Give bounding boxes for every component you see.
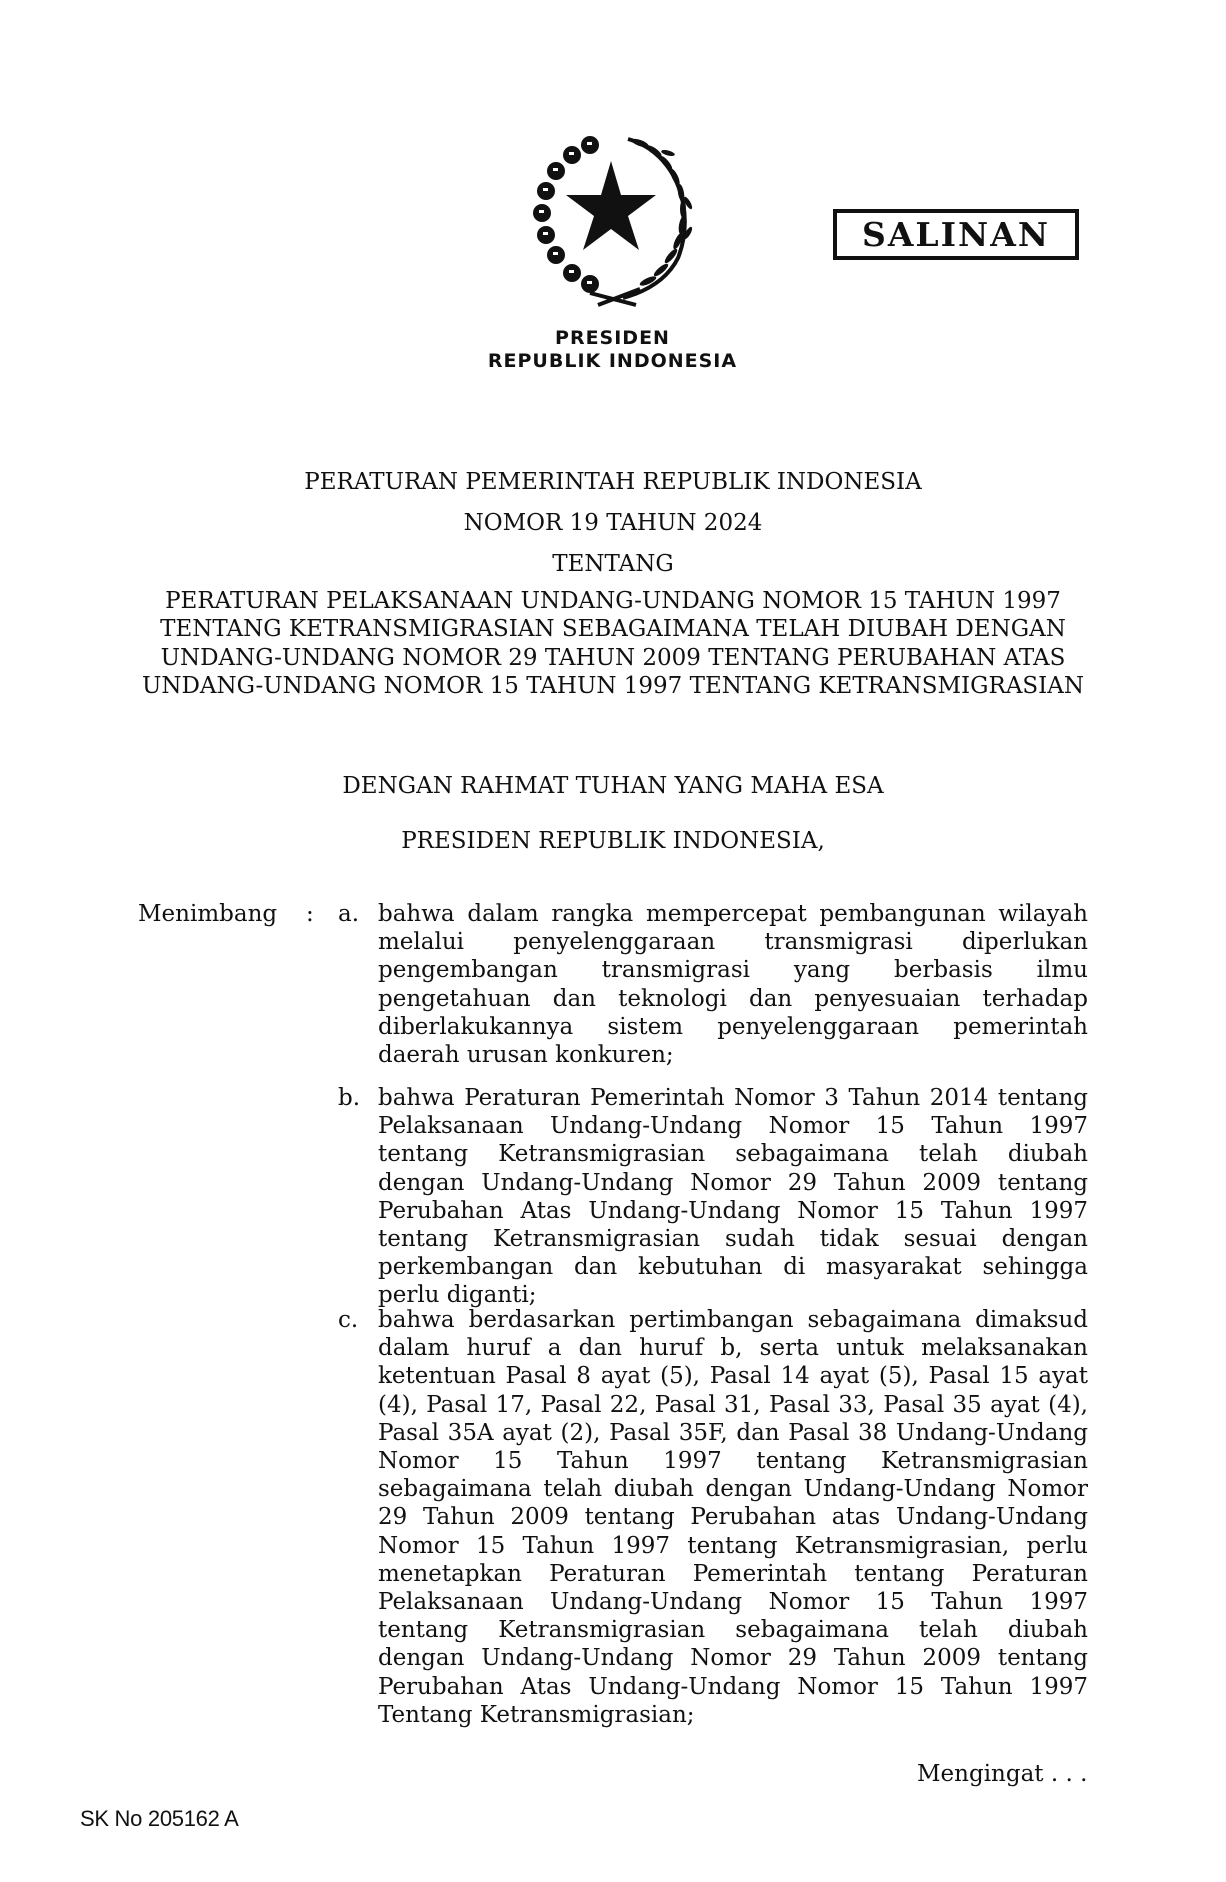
consideration-text-b: bahwa Peraturan Pemerintah Nomor 3 Tahun 2014 tentang Pelaksanaan Undang-Undang Nomor 15 Tahun 1997 tentang Ketransmigrasian sebagaimana telah diubah dengan Undang-Undang Nomor 29 Tahun 2009 tentang Perubahan Atas Undang-Undang Nomor 15 Tahun 1997 tentang Ketransmigrasian sudah tidak sesuai dengan perkembangan dan kebutuhan di masyarakat sehingga perlu diganti; (378, 1085, 1088, 1309)
regulation-subject: PERATURAN PELAKSANAAN UNDANG-UNDANG NOMOR 15 TAHUN 1997 TENTANG KETRANSMIGRASIAN SEBAGAIMANA TELAH DIUBAH DENGAN UNDANG-UNDANG NOMOR 29 TAHUN 2009 TENTANG PERUBAHAN ATAS UNDANG-UNDANG NOMOR 15 TAHUN 1997 TENTANG KETRANSMIGRASIAN (141, 588, 1085, 699)
issuer-line-2: REPUBLIK INDONESIA (487, 350, 738, 372)
copy-stamp: SALINAN (833, 209, 1079, 260)
enacting-authority: PRESIDEN REPUBLIK INDONESIA, (401, 828, 825, 854)
invocation-line: DENGAN RAHMAT TUHAN YANG MAHA ESA (342, 773, 884, 799)
consideration-marker-c: c. (338, 1307, 359, 1333)
regulation-number: NOMOR 19 TAHUN 2024 (463, 510, 763, 536)
consideration-marker-b: b. (338, 1085, 361, 1111)
regulation-about-label: TENTANG (552, 551, 674, 577)
consideration-text-c: bahwa berdasarkan pertimbangan sebagaimana dimaksud dalam huruf a dan huruf b, serta untuk melaksanakan ketentuan Pasal 8 ayat (5), Pasal 14 ayat (5), Pasal 15 ayat (4), Pasal 17, Pasal 22, Pasal 31, Pasal 33, Pasal 35 ayat (4), Pasal 35A ayat (2), Pasal 35F, dan Pasal 38 Undang-Undang Nomor 15 Tahun 1997 tentang Ketransmigrasian sebagaimana telah diubah dengan Undang-Undang Nomor 29 Tahun 2009 tentang Perubahan atas Undang-Undang Nomor 15 Tahun 1997 tentang Ketransmigrasian, perlu menetapkan Peraturan Pemerintah tentang Peraturan Pelaksanaan Undang-Undang Nomor 15 Tahun 1997 tentang Ketransmigrasian sebagaimana telah diubah dengan Undang-Undang Nomor 29 Tahun 2009 tentang Perubahan Atas Undang-Undang Nomor 15 Tahun 1997 Tentang Ketransmigrasian; (378, 1307, 1088, 1728)
considerations-colon: : (306, 901, 314, 927)
consideration-marker-a: a. (338, 901, 360, 927)
next-page-catchword: Mengingat . . . (917, 1761, 1088, 1787)
issuer-line-1: PRESIDEN (555, 327, 670, 349)
document-code: SK No 205162 A (80, 1806, 239, 1831)
considerations-label: Menimbang (138, 901, 278, 927)
regulation-type-title: PERATURAN PEMERINTAH REPUBLIK INDONESIA (304, 469, 922, 495)
consideration-text-a: bahwa dalam rangka mempercepat pembangunan wilayah melalui penyelenggaraan transmigrasi diperlukan pengembangan transmigrasi yang berbasis ilmu pengetahuan dan teknologi dan penyesuaian terhadap diberlakukannya sistem penyelenggaraan pemerintah daerah urusan konkuren; (378, 901, 1088, 1069)
presidential-emblem-icon (528, 133, 698, 308)
issuer-heading (440, 327, 785, 373)
